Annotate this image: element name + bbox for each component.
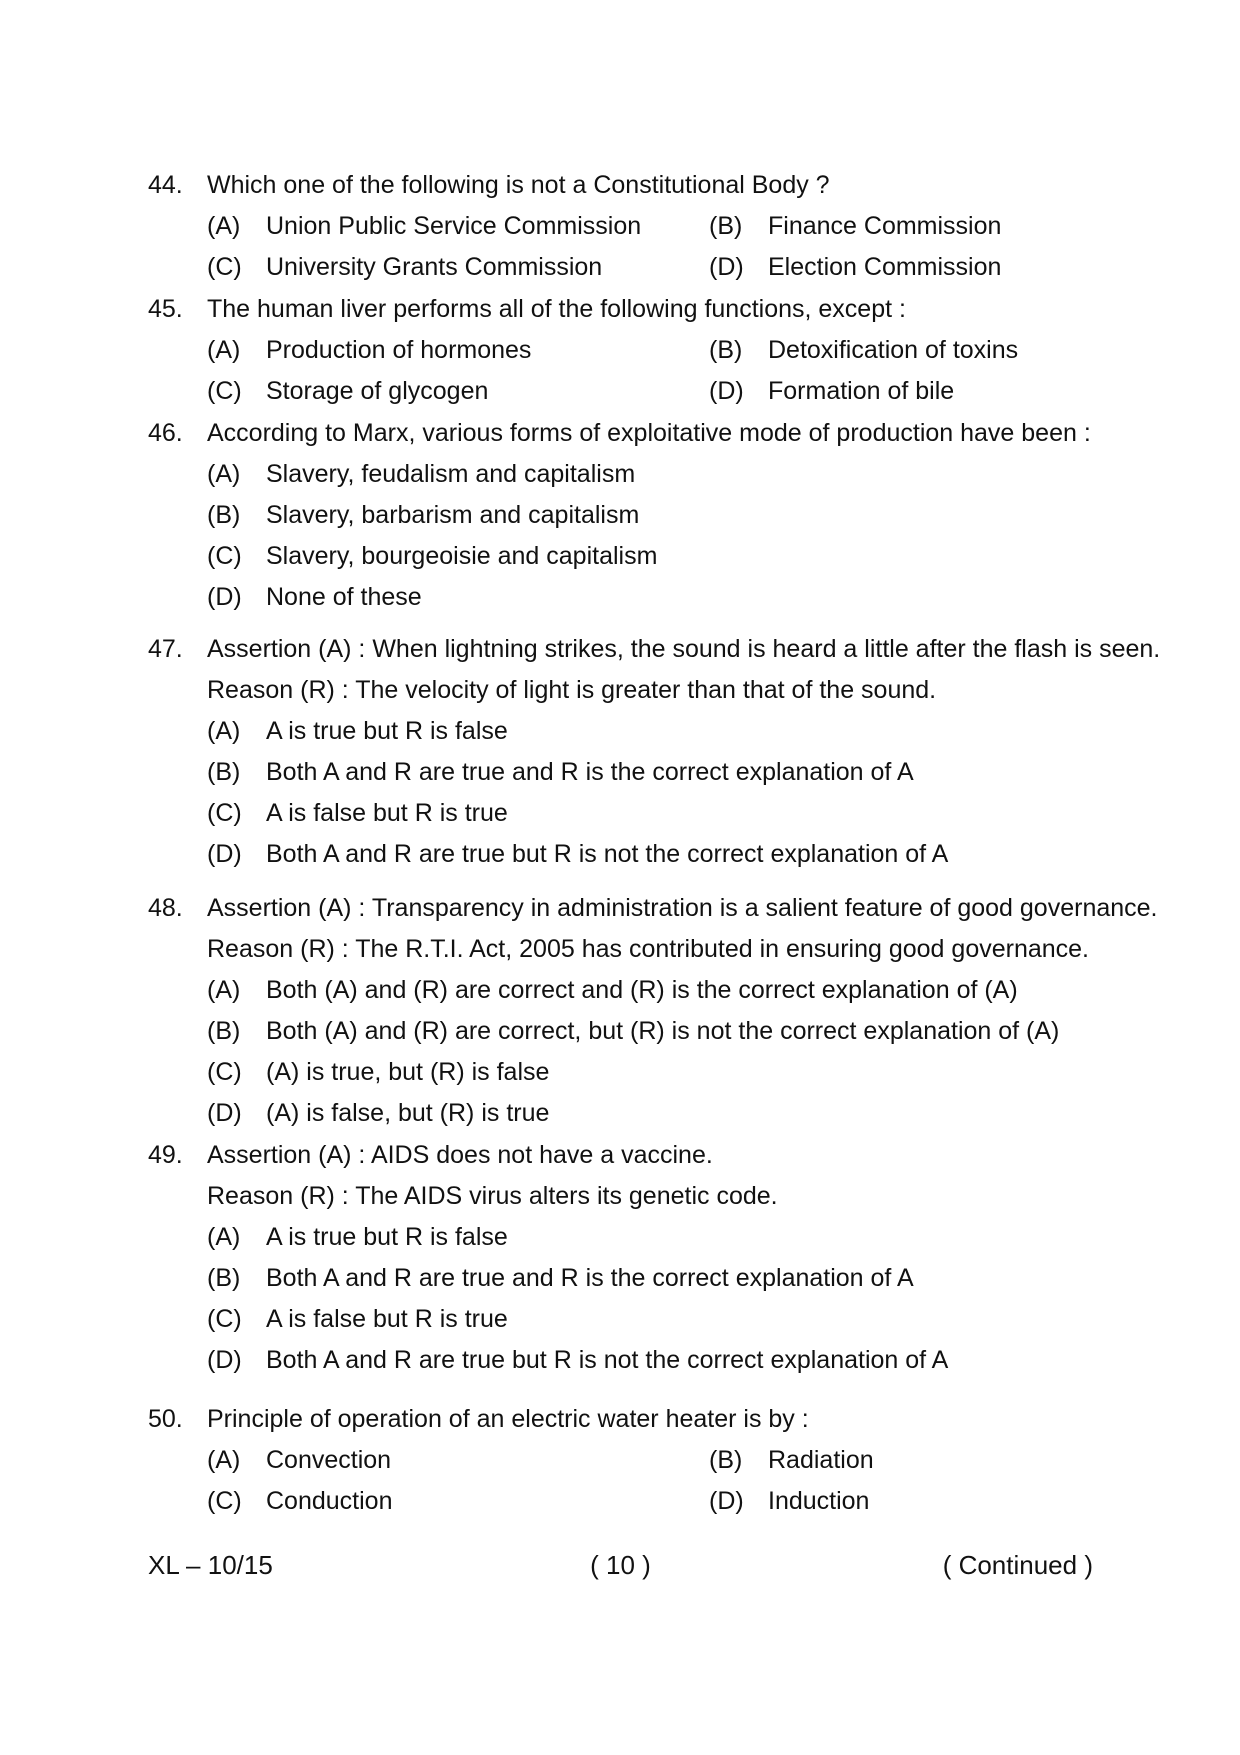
option-label: (D) — [207, 1346, 242, 1374]
question-number: 50. — [148, 1405, 183, 1433]
option-label: (C) — [207, 1487, 242, 1515]
question-48 — [148, 888, 1158, 1134]
option-text: Both A and R are true but R is not the correct explanation of A — [266, 840, 949, 868]
page-footer — [148, 1545, 1093, 1585]
option-label: (D) — [709, 1487, 744, 1515]
option-label: (B) — [709, 336, 743, 364]
paper-code: XL – 10/15 — [148, 1550, 273, 1580]
question-number: 45. — [148, 295, 183, 323]
option-text: Both A and R are true and R is the correct explanation of A — [266, 1264, 914, 1292]
option-label: (B) — [207, 758, 241, 786]
question-stem: According to Marx, various forms of exploitative mode of production have been : — [207, 419, 1091, 447]
option-text: Formation of bile — [768, 377, 955, 405]
option-text: University Grants Commission — [266, 253, 603, 281]
option-text: Radiation — [768, 1446, 874, 1474]
assertion-text: Assertion (A) : Transparency in administration is a salient feature of good governance. — [207, 894, 1158, 922]
question-number: 49. — [148, 1141, 183, 1169]
option-label: (B) — [207, 1264, 241, 1292]
option-text: Production of hormones — [266, 336, 532, 364]
option-label: (D) — [709, 377, 744, 405]
question-44 — [148, 165, 1108, 288]
question-stem: The human liver performs all of the following functions, except : — [207, 295, 906, 323]
question-50 — [148, 1399, 1108, 1522]
option-label: (B) — [207, 501, 241, 529]
option-label: (C) — [207, 1058, 242, 1086]
option-label: (A) — [207, 717, 241, 745]
option-text: Slavery, feudalism and capitalism — [266, 460, 636, 488]
option-label: (A) — [207, 1223, 241, 1251]
option-text: Finance Commission — [768, 212, 1002, 240]
option-text: A is true but R is false — [266, 1223, 508, 1251]
question-49 — [148, 1135, 1108, 1381]
option-text: Convection — [266, 1446, 392, 1474]
option-text: (A) is true, but (R) is false — [266, 1058, 550, 1086]
question-number: 47. — [148, 635, 183, 663]
option-text: Slavery, bourgeoisie and capitalism — [266, 542, 658, 570]
question-46 — [148, 413, 1108, 618]
option-label: (C) — [207, 1305, 242, 1333]
option-label: (C) — [207, 377, 242, 405]
option-text: (A) is false, but (R) is true — [266, 1099, 550, 1127]
option-text: Both A and R are true and R is the correct explanation of A — [266, 758, 914, 786]
option-label: (D) — [207, 583, 242, 611]
reason-text: Reason (R) : The velocity of light is greater than that of the sound. — [207, 676, 937, 704]
option-label: (A) — [207, 212, 241, 240]
question-number: 48. — [148, 894, 183, 922]
option-text: A is true but R is false — [266, 717, 508, 745]
question-stem: Which one of the following is not a Constitutional Body ? — [207, 171, 830, 199]
option-text: Election Commission — [768, 253, 1002, 281]
option-label: (A) — [207, 1446, 241, 1474]
option-label: (D) — [207, 840, 242, 868]
option-text: Detoxification of toxins — [768, 336, 1019, 364]
question-45 — [148, 289, 1108, 412]
option-text: Induction — [768, 1487, 870, 1515]
assertion-text: Assertion (A) : AIDS does not have a vaccine. — [207, 1141, 713, 1169]
option-text: Conduction — [266, 1487, 393, 1515]
option-text: Union Public Service Commission — [266, 212, 642, 240]
option-label: (B) — [709, 212, 743, 240]
option-text: Storage of glycogen — [266, 377, 489, 405]
assertion-text: Assertion (A) : When lightning strikes, the sound is heard a little after the flash is seen. — [207, 635, 1161, 663]
option-label: (B) — [207, 1017, 241, 1045]
option-text: Both (A) and (R) are correct, but (R) is not the correct explanation of (A) — [266, 1017, 1060, 1045]
question-stem: Principle of operation of an electric water heater is by : — [207, 1405, 809, 1433]
question-47 — [148, 629, 1161, 875]
option-label: (C) — [207, 799, 242, 827]
option-label: (B) — [709, 1446, 743, 1474]
reason-text: Reason (R) : The R.T.I. Act, 2005 has contributed in ensuring good governance. — [207, 935, 1090, 963]
question-number: 46. — [148, 419, 183, 447]
option-text: A is false but R is true — [266, 1305, 508, 1333]
option-label: (D) — [207, 1099, 242, 1127]
option-label: (C) — [207, 542, 242, 570]
continued-label: ( Continued ) — [942, 1550, 1093, 1580]
option-label: (D) — [709, 253, 744, 281]
option-label: (A) — [207, 336, 241, 364]
page-number: ( 10 ) — [590, 1550, 651, 1580]
option-text: Both (A) and (R) are correct and (R) is the correct explanation of (A) — [266, 976, 1018, 1004]
option-text: Slavery, barbarism and capitalism — [266, 501, 640, 529]
option-text: Both A and R are true but R is not the correct explanation of A — [266, 1346, 949, 1374]
option-label: (C) — [207, 253, 242, 281]
reason-text: Reason (R) : The AIDS virus alters its genetic code. — [207, 1182, 778, 1210]
option-label: (A) — [207, 460, 241, 488]
option-text: A is false but R is true — [266, 799, 508, 827]
option-label: (A) — [207, 976, 241, 1004]
question-number: 44. — [148, 171, 183, 199]
option-text: None of these — [266, 583, 422, 611]
